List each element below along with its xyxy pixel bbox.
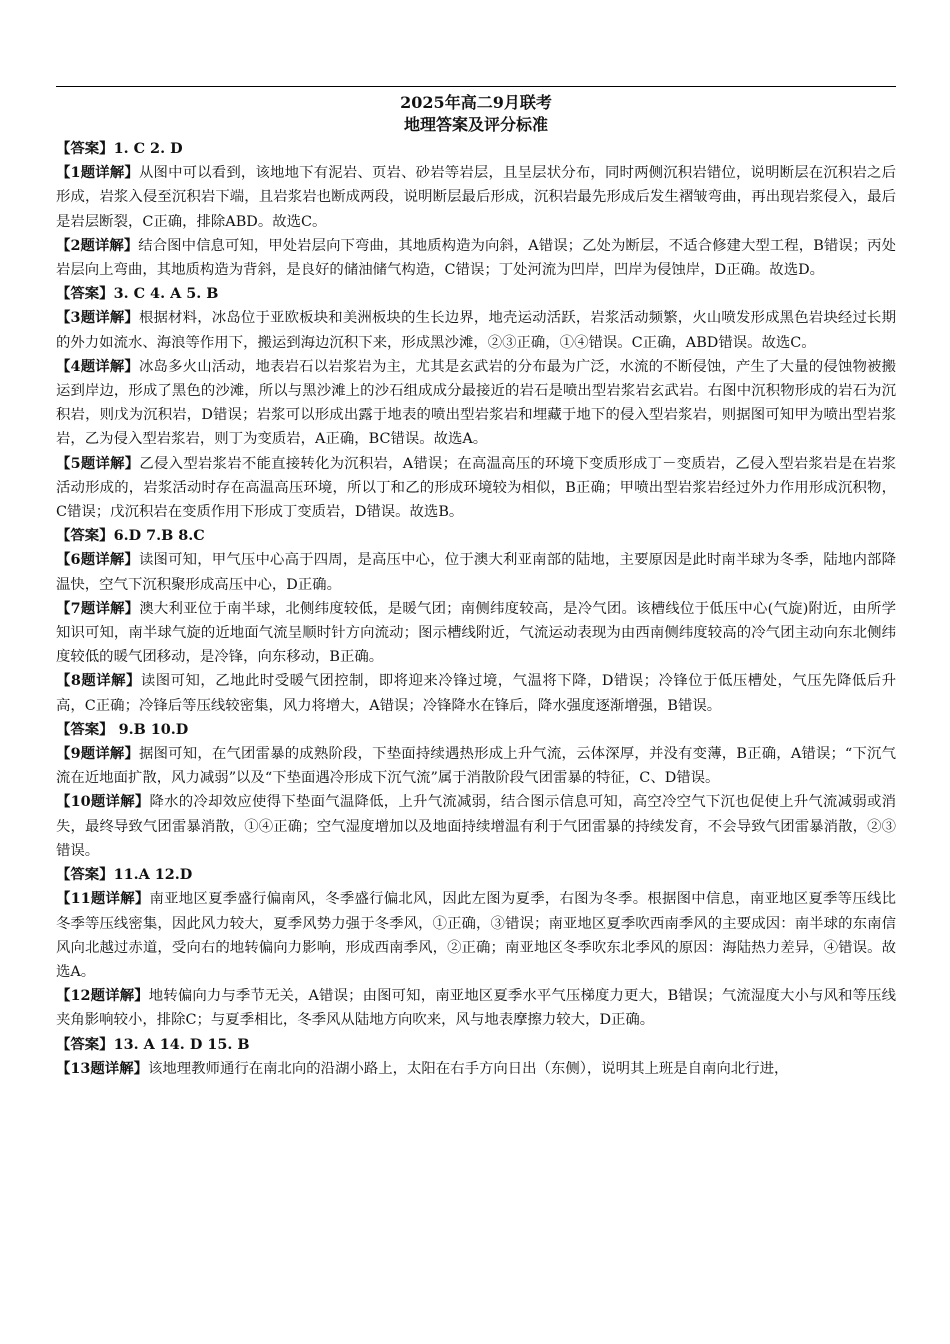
explanation-q13 [56,1057,896,1081]
explanation-q4 [56,355,896,452]
explanation-tag: 【13题详解】 [56,1059,148,1077]
explanation-text: 地转偏向力与季节无关，A错误；由图可知，南亚地区夏季水平气压梯度力更大，B错误；气流湿度大小与风和等压线夹角影响较小，排除C；与夏季相比，冬季风从陆地方向吹来，风与地表摩擦力较大，D正确。 [56,988,896,1029]
document-title: 2025年高二9月联考 [400,93,552,112]
explanation-tag: 【4题详解】 [56,357,139,375]
explanation-tag: 【8题详解】 [56,672,141,690]
explanation-tag: 【3题详解】 [56,309,139,327]
explanation-q9 [56,742,896,790]
explanation-tag: 【11题详解】 [56,890,150,908]
document-subtitle: 地理答案及评分标准 [403,115,548,134]
explanation-tag: 【5题详解】 [56,454,140,472]
answer-line-11-12: 【答案】11.A 12.D [56,866,193,884]
explanation-tag: 【10题详解】 [56,793,150,811]
explanation-text: 据图可知，在气团雷暴的成熟阶段，下垫面持续遇热形成上升气流，云体深厚，并没有变薄，B正确，A错误；“下沉气流在近地面扩散，风力减弱”以及“下垫面遇冷形成下沉气流”属于消散阶段气团雷暴的特征，C、D错误。 [56,746,896,787]
explanation-tag: 【6题详解】 [56,551,139,569]
explanation-tag: 【7题详解】 [56,599,140,617]
explanation-tag: 【1题详解】 [56,164,139,182]
explanation-tag: 【2题详解】 [56,236,139,254]
answer-body [56,137,896,1081]
explanation-text: 该地理教师通行在南北向的沿湖小路上，太阳在右手方向日出（东侧），说明其上班是自南向北行进， [147,1060,789,1077]
explanation-text: 南亚地区夏季盛行偏南风，冬季盛行偏北风，因此左图为夏季，右图为冬季。根据图中信息，南亚地区夏季等压线比冬季等压线密集，因此风力较大，夏季风势力强于冬季风，①正确，③错误；南亚地区夏季吹西南季风的主要成因：南半球的东南信风向北越过赤道，受向右的地转偏向力影响，形成西南季风，②正确；南亚地区冬季吹东北季风的原因：海陆热力差异，④错误。故选A。 [56,891,896,980]
explanation-q8 [56,669,896,717]
explanation-q1 [56,161,896,234]
explanation-q3 [56,306,896,354]
explanation-tag: 【12题详解】 [56,987,149,1005]
explanation-q12 [56,984,896,1032]
explanation-text: 读图可知，甲气压中心高于四周，是高压中心，位于澳大利亚南部的陆地，主要原因是此时南半球为冬季，陆地内部降温快，空气下沉积聚形成高压中心，D正确。 [56,552,896,593]
explanation-q11 [56,887,896,984]
answer-line-1-2: 【答案】1. C 2. D [56,140,183,157]
answer-line-6-8: 【答案】6.D 7.B 8.C [56,527,205,545]
explanation-text: 降水的冷却效应使得下垫面气温降低，上升气流减弱，结合图示信息可知，高空冷空气下沉也促使上升气流减弱或消失，最终导致气团雷暴消散，①④正确；空气湿度增加以及地面持续增温有利于气团雷暴的持续发育，不会导致气团雷暴消散，②③错误。 [56,794,896,859]
explanation-q5 [56,452,896,525]
explanation-tag: 【9题详解】 [56,745,140,763]
header-rule [56,86,896,87]
answer-line-13-15: 【答案】13. A 14. D 15. B [56,1035,250,1053]
explanation-text: 根据材料，冰岛位于亚欧板块和美洲板块的生长边界，地壳运动活跃，岩浆活动频繁，火山喷发形成黑色岩块经过长期的外力如流水、海浪等作用下，搬运到海边沉积下来，形成黑沙滩，②③正确，①④错误。C正确，ABD错误。故选C。 [56,310,896,351]
document-page [56,86,896,1081]
explanation-q10 [56,790,896,863]
explanation-text: 澳大利亚位于南半球，北侧纬度较低，是暖气团；南侧纬度较高，是冷气团。该槽线位于低压中心(气旋)附近，由所学知识可知，南半球气旋的近地面气流呈顺时针方向流动；图示槽线附近，气流运动表现为由西南侧纬度较高的冷气团主动向东北侧纬度较低的暖气团移动，是冷锋，向东移动，B正确。 [56,600,897,666]
answer-line-3-5: 【答案】3. C 4. A 5. B [56,285,219,303]
explanation-text: 乙侵入型岩浆岩不能直接转化为沉积岩，A错误；在高温高压的环境下变质形成丁－变质岩，乙侵入型岩浆岩是在岩浆活动形成的，岩浆活动时存在高温高压环境，所以丁和乙的形成环境较为相似，B正确；甲喷出型岩浆岩经过外力作用形成沉积物，C错误；戊沉积岩在变质作用下形成丁变质岩，D错误。故选B。 [56,455,897,521]
explanation-text: 冰岛多火山活动，地表岩石以岩浆岩为主，尤其是玄武岩的分布最为广泛，水流的不断侵蚀，产生了大量的侵蚀物被搬运到岸边，形成了黑色的沙滩，所以与黑沙滩上的沙石组成成分最接近的岩石是喷出型岩浆岩玄武岩。右图中沉积物形成的岩石为沉积岩，则戊为沉积岩，D错误；岩浆可以形成出露于地表的喷出型岩浆岩和埋藏于地下的侵入型岩浆岩，则据图可知甲为喷出型岩浆岩，乙为侵入型岩浆岩，则丁为变质岩，A正确，BC错误。故选A。 [56,358,896,448]
explanation-text: 读图可知，乙地此时受暖气团控制，即将迎来冷锋过境，气温将下降，D错误；冷锋位于低压槽处，气压先降低后升高，C正确；冷锋后等压线较密集，风力将增大，A错误；冷锋降水在锋后，降水强度逐渐增强，B错误。 [56,673,896,714]
explanation-text: 从图中可以看到，该地地下有泥岩、页岩、砂岩等岩层，且呈层状分布，同时两侧沉积岩错位，说明断层在沉积岩之后形成，岩浆入侵至沉积岩下端，且岩浆岩也断成两段，说明断层最后形成，沉积岩最先形成后发生褶皱弯曲，再出现岩浆侵入，最后是岩层断裂，C正确，排除ABD。故选C。 [56,165,896,230]
answer-line-9-10: 【答案】 9.B 10.D [56,720,189,738]
explanation-text: 结合图中信息可知，甲处岩层向下弯曲，其地质构造为向斜，A错误；乙处为断层，不适合修建大型工程，B错误；丙处岩层向上弯曲，其地质构造为背斜，是良好的储油储气构造，C错误；丁处河流为凹岸，凹岸为侵蚀岸，D正确。故选D。 [56,237,896,279]
explanation-q7 [56,597,896,670]
explanation-q2 [56,234,896,282]
explanation-q6 [56,548,896,596]
